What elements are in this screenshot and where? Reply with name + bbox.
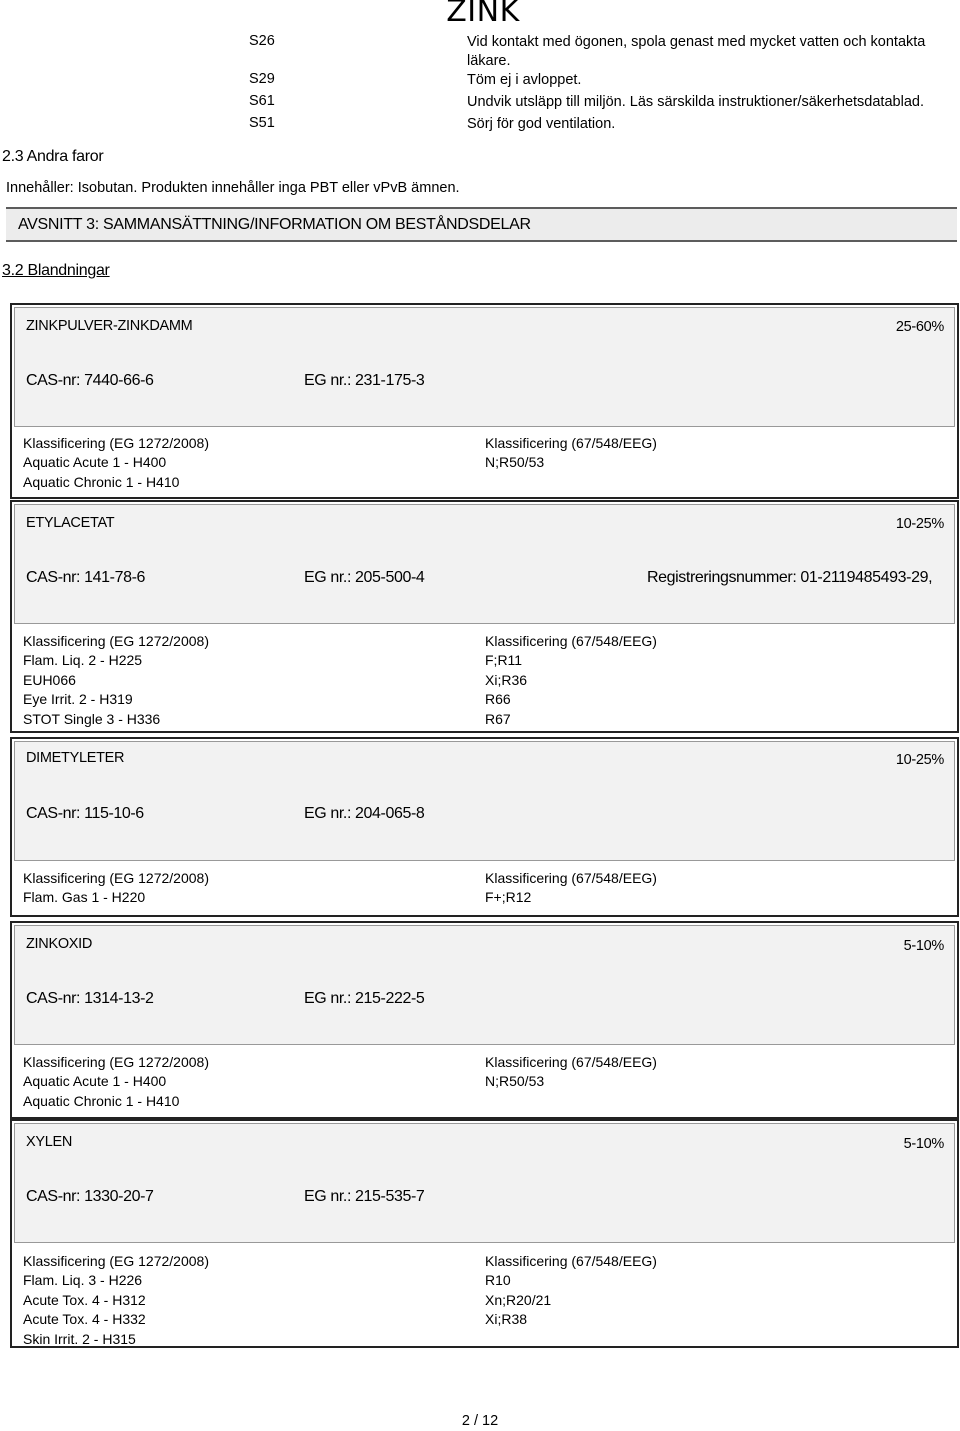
phrase-code: S61 [249, 93, 275, 109]
phrase-code: S29 [249, 71, 275, 87]
dsd-header: Klassificering (67/548/EEG) [485, 1054, 657, 1070]
cas-number: CAS-nr: 1314-13-2 [26, 990, 154, 1007]
phrase-code: S26 [249, 33, 275, 49]
dsd-item: R66 [485, 691, 511, 708]
clp-item: Acute Tox. 4 - H332 [23, 1311, 146, 1328]
substance-identity-panel [14, 741, 955, 861]
dsd-item: Xi;R38 [485, 1311, 528, 1328]
phrase-text: Vid kontakt med ögonen, spola genast med mycket vatten och kontakta läkare. [467, 34, 926, 69]
clp-item: Eye Irrit. 2 - H319 [23, 691, 133, 708]
registration-number: Registreringsnummer: 01-2119485493-29, [647, 569, 933, 586]
dsd-item: Xn;R20/21 [485, 1291, 552, 1308]
clp-item: Aquatic Acute 1 - H400 [23, 454, 167, 471]
dsd-item: R10 [485, 1272, 511, 1289]
cas-number: CAS-nr: 141-78-6 [26, 569, 145, 586]
dsd-item: R67 [485, 710, 511, 727]
dsd-item: Xi;R36 [485, 671, 528, 688]
dsd-header: Klassificering (67/548/EEG) [485, 435, 657, 451]
substance-identity-panel [14, 1123, 955, 1243]
cas-number: CAS-nr: 115-10-6 [26, 805, 144, 822]
dsd-classification [485, 1053, 657, 1092]
dsd-item: F;R11 [485, 652, 523, 669]
dsd-classification [485, 869, 657, 908]
substance-percent: 5-10% [903, 938, 944, 954]
eg-number: EG nr.: 231-175-3 [304, 372, 425, 389]
cas-number: CAS-nr: 1330-20-7 [26, 1188, 154, 1205]
clp-classification [23, 434, 209, 492]
substance-name: ETYLACETAT [26, 515, 115, 531]
substance-percent: 10-25% [895, 516, 944, 532]
other-hazards-text: Innehåller: Isobutan. Produkten innehåller inga PBT eller vPvB ämnen. [6, 180, 460, 196]
clp-header: Klassificering (EG 1272/2008) [23, 870, 209, 886]
clp-item: Flam. Liq. 2 - H225 [23, 652, 143, 669]
eg-number: EG nr.: 215-535-7 [304, 1188, 425, 1205]
substance-block [10, 500, 959, 733]
section-heading: AVSNITT 3: SAMMANSÄTTNING/INFORMATION OM BESTÅNDSDELAR [18, 216, 531, 233]
substance-identity-panel [14, 504, 955, 624]
phrase-text: Undvik utsläpp till miljön. Läs särskilda instruktioner/säkerhetsdatablad. [467, 94, 924, 110]
phrase-text: Töm ej i avloppet. [467, 72, 582, 88]
clp-item: STOT Single 3 - H336 [23, 710, 161, 727]
substance-percent: 10-25% [895, 752, 944, 768]
clp-header: Klassificering (EG 1272/2008) [23, 633, 209, 649]
clp-item: Aquatic Chronic 1 - H410 [23, 473, 180, 490]
clp-item: Aquatic Chronic 1 - H410 [23, 1092, 180, 1109]
dsd-item: F+;R12 [485, 889, 532, 906]
dsd-item: N;R50/53 [485, 1073, 545, 1090]
substance-name: XYLEN [26, 1134, 73, 1150]
document-title: ZINK [446, 0, 520, 29]
clp-header: Klassificering (EG 1272/2008) [23, 1253, 209, 1269]
clp-classification [23, 1252, 209, 1349]
clp-item: Flam. Gas 1 - H220 [23, 889, 146, 906]
clp-item: Skin Irrit. 2 - H315 [23, 1330, 136, 1347]
cas-number: CAS-nr: 7440-66-6 [26, 372, 154, 389]
dsd-classification [485, 434, 657, 473]
clp-header: Klassificering (EG 1272/2008) [23, 1054, 209, 1070]
clp-header: Klassificering (EG 1272/2008) [23, 435, 209, 451]
dsd-classification [485, 632, 657, 729]
other-hazards-heading: 2.3 Andra faror [2, 148, 104, 165]
eg-number: EG nr.: 205-500-4 [304, 569, 425, 586]
page-number: 2 / 12 [461, 1413, 499, 1429]
substance-percent: 25-60% [895, 319, 944, 335]
phrase-code: S51 [249, 115, 275, 131]
clp-classification [23, 1053, 209, 1111]
dsd-header: Klassificering (67/548/EEG) [485, 633, 657, 649]
substance-name: DIMETYLETER [26, 750, 125, 766]
dsd-header: Klassificering (67/548/EEG) [485, 870, 657, 886]
substance-block [10, 921, 959, 1119]
eg-number: EG nr.: 204-065-8 [304, 805, 425, 822]
clp-item: Flam. Liq. 3 - H226 [23, 1272, 143, 1289]
substance-identity-panel [14, 925, 955, 1045]
dsd-classification [485, 1252, 657, 1330]
clp-item: Acute Tox. 4 - H312 [23, 1291, 146, 1308]
dsd-header: Klassificering (67/548/EEG) [485, 1253, 657, 1269]
substance-block [10, 1119, 959, 1348]
substance-block [10, 737, 959, 917]
section-band [6, 207, 957, 242]
clp-classification [23, 869, 209, 908]
substance-percent: 5-10% [903, 1136, 944, 1152]
substance-name: ZINKPULVER-ZINKDAMM [26, 318, 193, 334]
clp-classification [23, 632, 209, 729]
phrase-text: Sörj för god ventilation. [467, 116, 616, 132]
substance-identity-panel [14, 307, 955, 427]
substance-block [10, 303, 959, 499]
mixtures-heading: 3.2 Blandningar [2, 262, 110, 279]
eg-number: EG nr.: 215-222-5 [304, 990, 425, 1007]
substance-name: ZINKOXID [26, 936, 93, 952]
clp-item: EUH066 [23, 671, 76, 688]
clp-item: Aquatic Acute 1 - H400 [23, 1073, 167, 1090]
dsd-item: N;R50/53 [485, 454, 545, 471]
